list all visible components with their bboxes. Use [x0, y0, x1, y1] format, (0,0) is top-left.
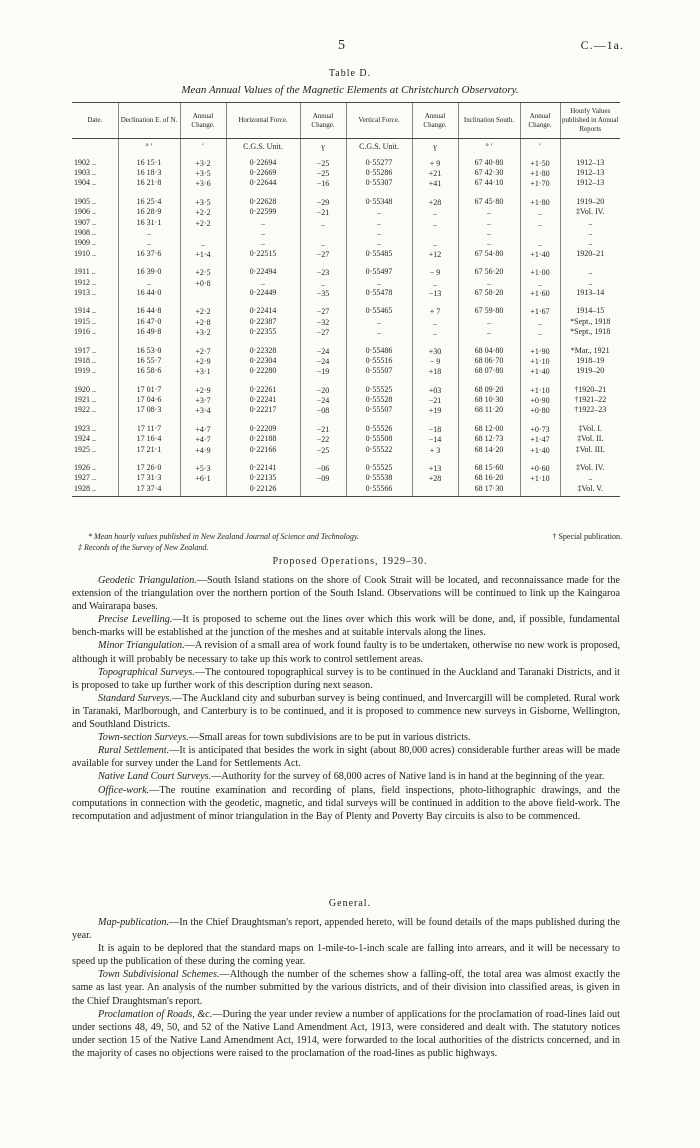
general-body: [72, 916, 620, 1060]
units-row: [72, 139, 620, 153]
column-header: Annual Change.: [180, 103, 226, 139]
table-cell: +28 .. .. .. +12: [412, 192, 458, 262]
table-cell: −18 −14 + 3: [412, 419, 458, 458]
footnote-mean-hourly: * Mean hourly values published in New Zealand Journal of Science and Technology.: [88, 532, 359, 541]
table-cell: −21 −22 −25: [300, 419, 346, 458]
table-cell: 0·22414 0·22387 0·22355: [226, 301, 300, 340]
table-cell: 68 15·60 68 16·20 68 17·30: [458, 458, 520, 497]
table-body: [72, 139, 620, 497]
column-header: Annual Change.: [300, 103, 346, 139]
unit-cell: γ: [412, 139, 458, 153]
table-cell: 1914 .. 1915 .. 1916 ..: [74, 306, 96, 337]
column-header: Annual Change.: [520, 103, 560, 139]
table-cell: 0·55486 0·55516 0·55507: [346, 341, 412, 380]
table-cell: +3·2 +3·5 +3·6: [180, 153, 226, 192]
table-cell: †1920–21 †1921–22 †1922–23: [560, 380, 620, 419]
paragraph-label: Minor Triangulation.: [98, 640, 185, 652]
paragraph-label: Office-work.: [98, 784, 150, 796]
table-cell: 17 01·7 17 04·6 17 08·3: [118, 380, 180, 419]
unit-cell: γ: [300, 139, 346, 153]
unit-cell: C.G.S. Unit.: [346, 139, 412, 153]
table-cell: 17 11·7 17 16·4 17 21·1: [118, 419, 180, 458]
table-cell: 0·55348 .. .. .. .. 0·55485: [346, 192, 412, 262]
table-cell: 67 40·80 67 42·30 67 44·10: [458, 153, 520, 192]
table-cell: 1911 .. 1912 .. 1913 ..: [74, 267, 96, 297]
paragraph: [72, 692, 620, 731]
general-heading: General.: [328, 898, 372, 909]
table-cell: 67 56·20 .. 67 58·20: [458, 262, 520, 301]
table-cell: 68 09·20 68 10·30 68 11·20: [458, 380, 520, 419]
unit-cell: C.G.S. Unit.: [226, 139, 300, 153]
column-header: Date.: [72, 103, 118, 139]
table-cell: 16 53·0 16 55·7 16 58·6: [118, 341, 180, 380]
table-cell: +3·5 +2·2 +2·2 .. +1·4: [180, 192, 226, 262]
table-cell: −23 .. −35: [300, 262, 346, 301]
table-cell: −25 −25 −16: [300, 153, 346, 192]
table-cell: 16 44·8 16 47·0 16 49·8: [118, 301, 180, 340]
paragraph-text: —It is anticipated that besides the work in sight (about 80,000 acres) considerable further areas will be made available for survey under the Land for Settlements Act.: [72, 745, 620, 770]
paragraph-label: Native Land Court Surveys.: [98, 771, 212, 783]
unit-cell: ′: [180, 139, 226, 153]
table-cell: −24 −24 −19: [300, 341, 346, 380]
table-cell: 1923 .. 1924 .. 1925 ..: [74, 423, 96, 454]
paragraph-label: Proclamation of Roads, &c.: [98, 1008, 213, 1020]
table-cell: 0·22209 0·22188 0·22166: [226, 419, 300, 458]
proposed-operations-body: [72, 574, 620, 823]
column-header: Annual Change.: [412, 103, 458, 139]
table-caption: Mean Annual Values of the Magnetic Elements at Christchurch Observatory.: [181, 84, 519, 96]
table-cell: +1·90 +1·10 +1·40: [520, 341, 560, 380]
table-cell: +4·7 +4·7 +4·9: [180, 419, 226, 458]
paragraph-label: Map-publication.: [98, 917, 170, 928]
paragraph: [72, 639, 620, 665]
table-cell: 0·22141 0·22135 0·22126: [226, 458, 300, 497]
paragraph: [72, 770, 620, 783]
table-cell: 0·22261 0·22241 0·22217: [226, 380, 300, 419]
paragraph: [72, 731, 620, 744]
table-cell: .. .. 1913–14: [560, 262, 620, 301]
paragraph-label: Standard Surveys.: [98, 692, 172, 704]
unit-cell: [560, 139, 620, 153]
paragraph-text: It is again to be deplored that the standard maps on 1-mile-to-1-inch scale are falling into arrears, and it will be necessary to speed up the publication of these during the coming year.: [72, 943, 620, 968]
table-cell: 17 26·0 17 31·3 17 37·4: [118, 458, 180, 497]
table-cell: 1905 .. 1906 .. 1907 .. 1908 .. 1909 .. 1910 ..: [74, 196, 96, 258]
paragraph-label: Geodetic Triangulation.: [98, 575, 197, 586]
unit-cell: ′: [520, 139, 560, 153]
table-cell: +2·9 +3·7 +3·4: [180, 380, 226, 419]
table-cell: 1902 .. 1903 .. 1904 ..: [74, 157, 96, 188]
table-cell: + 7 .. ..: [412, 301, 458, 340]
paragraph-text: —The contoured topographical survey is to be continued in the Auckland and Taranaki Districts, and it is proposed to take up further work of this description during next season.: [72, 666, 621, 691]
table-row: [72, 262, 620, 301]
paragraph-text: —It is proposed to scheme out the lines over which this work will be done, and, if possible, fundamental bench-marks will be established at the junction of the meshes and at suitable intervals along the lines.: [72, 614, 620, 639]
table-cell: −06 −09: [300, 458, 346, 497]
magnetic-elements-table: [72, 102, 620, 497]
table-row: [72, 192, 620, 262]
table-cell: +03 −21 +19: [412, 380, 458, 419]
proposed-operations-heading: Proposed Operations, 1929–30.: [272, 556, 428, 567]
unit-cell: ° ′: [118, 139, 180, 153]
paragraph-text: —South Island stations on the shore of Cook Strait will be located, and reconnaissance made for the extension of the triangulation over the northern portion of the South Island. Observations will be continued to link up the Kaingaroa and Wairarapa bases.: [72, 575, 620, 613]
table-cell: +13 +28: [412, 458, 458, 497]
table-row: [72, 419, 620, 458]
paragraph-text: —During the year under review a number of applications for the proclamation of road-lines laid out under sections 48, 49, 50, and 52 of the Native Land Amendment Act, 1913, were considered and dealt with. The statutory notices under section 15 of the Native Land Amendment Act, 1914, were forwarded to the local authorities of the districts concerned, and in the majority of cases no objections were raised to the proclamation of the road-lines as public highways.: [72, 1008, 620, 1059]
table-cell: −20 −24 −08: [300, 380, 346, 419]
paragraph: [72, 916, 620, 942]
table-cell: 0·22494 .. 0·22449: [226, 262, 300, 301]
table-cell: 67 45·80 .. .. .. .. 67 54·80: [458, 192, 520, 262]
table-cell: 0·22328 0·22304 0·22280: [226, 341, 300, 380]
table-cell: 1926 .. 1927 .. 1928 ..: [72, 458, 118, 497]
paragraph: [72, 613, 620, 639]
column-header: Declination E. of N.: [118, 103, 180, 139]
table-cell: 16 39·0 .. 16 44·0: [118, 262, 180, 301]
paragraph-label: Precise Levelling.: [98, 614, 173, 626]
table-title: Table D.: [328, 68, 372, 79]
table-cell: +2·5 +0·8: [180, 262, 226, 301]
table-cell: + 9 +21 +41: [412, 153, 458, 192]
table-cell: 68 12·00 68 12·73 68 14·20: [458, 419, 520, 458]
table-cell: 0·55525 0·55538 0·55566: [346, 458, 412, 497]
table-header-row: [72, 103, 620, 139]
table-cell: 0·55277 0·55286 0·55307: [346, 153, 412, 192]
table-cell: −29 −21 .. .. −27: [300, 192, 346, 262]
paragraph-text: —A revision of a small area of work found faulty is to be undertaken, otherwise no new work is proposed, although it will probably be necessary to take up this work to control settlement areas.: [72, 640, 621, 665]
table-cell: ‡Vol. IV. .. ‡Vol. V.: [560, 458, 620, 497]
table-cell: 1917 .. 1918 .. 1919 ..: [74, 345, 96, 376]
paragraph: [72, 968, 620, 1007]
paragraph: [72, 574, 620, 613]
column-header: Inclination South.: [458, 103, 520, 139]
paragraph-label: Town-section Surveys.: [98, 732, 189, 744]
paragraph: [72, 744, 620, 770]
table-row: [72, 301, 620, 340]
table-cell: *Mar., 1921 1918–19 1919–20: [560, 341, 620, 380]
paragraph-text: —Although the number of the schemes show a falling-off, the total area was almost exactly the same as last year. An analysis of the number submitted by the various districts, and of their division into classified areas, is given in the Chief Draughtsman's report.: [72, 969, 620, 1007]
paragraph-text: —Small areas for town subdivisions are to be put in various districts.: [188, 732, 471, 744]
table-cell: +1·00 .. +1·60: [520, 262, 560, 301]
paragraph: [72, 942, 620, 968]
table-cell: 0·55525 0·55528 0·55507: [346, 380, 412, 419]
table-cell: −27 −32 −27: [300, 301, 346, 340]
table-cell: 1914–15 *Sept., 1918 *Sept., 1918: [560, 301, 620, 340]
footnote-special: † Special publication.: [552, 532, 622, 541]
table-cell: 67 59·80 .. ..: [458, 301, 520, 340]
table-row: [72, 380, 620, 419]
page-reference: C.—1a.: [580, 38, 624, 52]
table-cell: +5·3 +6·1: [180, 458, 226, 497]
table-row: [72, 153, 620, 192]
table-cell: 16 15·1 16 18·3 16 21·8: [118, 153, 180, 192]
table-cell: 0·22628 0·22599 .. .. .. 0·22515: [226, 192, 300, 262]
table-cell: +1·67 .. ..: [520, 301, 560, 340]
unit-cell: ° ′: [458, 139, 520, 153]
unit-cell: [72, 139, 118, 153]
paragraph: [72, 666, 620, 692]
table-row: [72, 341, 620, 380]
column-header: Vertical Force.: [346, 103, 412, 139]
column-header: Hourly Values published in Annual Reports: [560, 103, 620, 139]
table-cell: 1912–13 1912–13 1912–13: [560, 153, 620, 192]
table-cell: +1·50 +1·80 +1·70: [520, 153, 560, 192]
table-cell: +1·80 .. .. .. +1·40: [520, 192, 560, 262]
table-cell: 68 04·80 68 06·70 68 07·80: [458, 341, 520, 380]
table-cell: +0·60 +1·10: [520, 458, 560, 497]
paragraph-label: Rural Settlement.: [98, 745, 170, 757]
paragraph-label: Town Subdivisional Schemes.: [98, 969, 220, 981]
table-cell: 0·55497 .. 0·55478: [346, 262, 412, 301]
table-cell: 1919–20 ‡Vol. IV. .. .. .. 1920–21: [560, 192, 620, 262]
paragraph: [72, 784, 620, 823]
table-cell: 1920 .. 1921 .. 1922 ..: [74, 384, 96, 415]
paragraph-label: Topographical Surveys.: [98, 666, 195, 678]
column-header: Horizontal Force.: [226, 103, 300, 139]
table-cell: 0·22694 0·22669 0·22644: [226, 153, 300, 192]
page-number: 5: [338, 38, 345, 53]
paragraph-text: —In the Chief Draughtsman's report, appended hereto, will be found details of the maps published during the year.: [72, 917, 620, 942]
paragraph-text: —The routine examination and recording of plans, field inspections, photo-lithographic drawings, and the computations in connection with the geodetic, magnetic, and tidal surveys will be continued in addition to the above field-work. The recomputation and adjustment of minor triangulation in the Bay of Plenty and Poverty Bay circuits is also to be commenced.: [72, 784, 620, 822]
table-cell: ‡Vol. I. ‡Vol. II. ‡Vol. III.: [560, 419, 620, 458]
table-cell: 0·55526 0·55508 0·55522: [346, 419, 412, 458]
paragraph-text: —Authority for the survey of 68,000 acres of Native land is in hand at the beginning of the year.: [211, 771, 605, 783]
table-cell: +0·73 +1·47 +1·40: [520, 419, 560, 458]
footnote-records: ‡ Records of the Survey of New Zealand.: [78, 543, 209, 552]
paragraph: [72, 1008, 620, 1060]
table-cell: +2·7 +2·9 +3·1: [180, 341, 226, 380]
table-cell: +30 − 9 +18: [412, 341, 458, 380]
table-cell: +2·2 +2·8 +3·2: [180, 301, 226, 340]
paragraph-text: —The Auckland city and suburban survey is being continued, and Invercargill will be completed. Rural work in Taranaki, Marlborough, and Canterbury is to be continued, and it is proposed to commence new surveys in Gisborne, Wellington, and Southland Districts.: [72, 692, 620, 731]
table-cell: 0·55465 .. ..: [346, 301, 412, 340]
table-row: [72, 458, 620, 497]
table-cell: − 9 .. −13: [412, 262, 458, 301]
table-cell: 16 25·4 16 28·9 16 31·1 .. .. 16 37·6: [118, 192, 180, 262]
table-cell: +1·10 +0·90 +0·80: [520, 380, 560, 419]
